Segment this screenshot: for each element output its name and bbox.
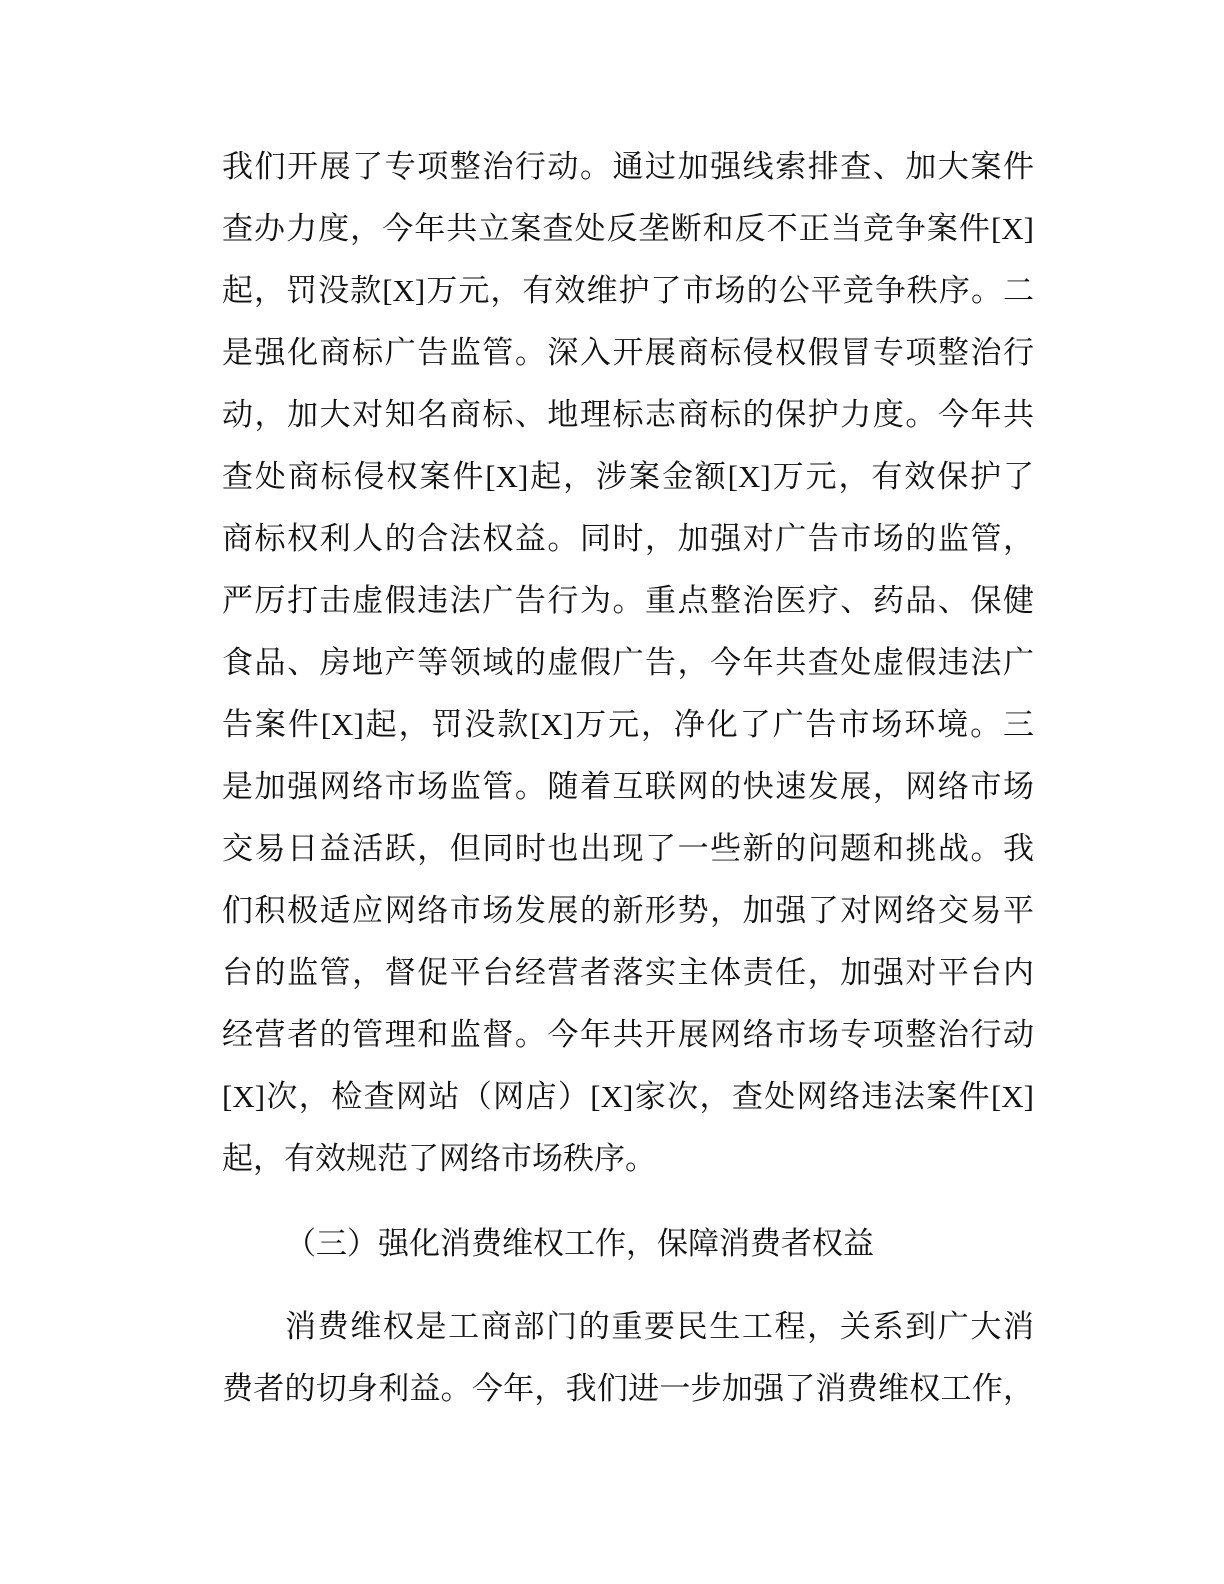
- text-line: 食品、房地产等领域的虚假广告，今年共查处虚假违法广: [222, 645, 1034, 680]
- text-line: 起，罚没款[X]万元，有效维护了市场的公平竞争秩序。二: [222, 273, 1034, 308]
- text-line: 是强化商标广告监管。深入开展商标侵权假冒专项整治行: [222, 335, 1034, 370]
- section-heading-consumer-rights: [222, 1213, 1034, 1275]
- text-line: 我们开展了专项整治行动。通过加强线索排查、加大案件: [222, 149, 1034, 184]
- paragraph-consumer-rights: [222, 1296, 1034, 1420]
- text-line: 交易日益活跃，但同时也出现了一些新的问题和挑战。我: [222, 831, 1034, 866]
- text-line: 商标权利人的合法权益。同时，加强对广告市场的监管，: [222, 521, 1034, 556]
- text-line: 起，有效规范了网络市场秩序。: [222, 1141, 656, 1176]
- text-line: [X]次，检查网站（网店）[X]家次，查处网络违法案件[X]: [222, 1079, 1034, 1114]
- text-line: 是加强网络市场监管。随着互联网的快速发展，网络市场: [222, 769, 1034, 804]
- text-line: 查办力度，今年共立案查处反垄断和反不正当竞争案件[X]: [222, 211, 1034, 246]
- document-body: [222, 136, 1034, 1420]
- text-line: 台的监管，督促平台经营者落实主体责任，加强对平台内: [222, 955, 1034, 990]
- heading-line: （三）强化消费维权工作，保障消费者权益: [285, 1226, 874, 1261]
- text-line: 查处商标侵权案件[X]起，涉案金额[X]万元，有效保护了: [222, 459, 1034, 494]
- text-line: 经营者的管理和监督。今年共开展网络市场专项整治行动: [222, 1017, 1034, 1052]
- paragraph-market-supervision: [222, 136, 1034, 1190]
- text-line: 费者的切身利益。今年，我们进一步加强了消费维权工作，: [222, 1371, 1034, 1406]
- text-line: 动，加大对知名商标、地理标志商标的保护力度。今年共: [222, 397, 1034, 432]
- text-line: 告案件[X]起，罚没款[X]万元，净化了广告市场环境。三: [222, 707, 1034, 742]
- text-line: 严厉打击虚假违法广告行为。重点整治医疗、药品、保健: [222, 583, 1034, 618]
- text-line: 们积极适应网络市场发展的新形势，加强了对网络交易平: [222, 893, 1034, 928]
- text-line: 消费维权是工商部门的重要民生工程，关系到广大消: [285, 1309, 1034, 1344]
